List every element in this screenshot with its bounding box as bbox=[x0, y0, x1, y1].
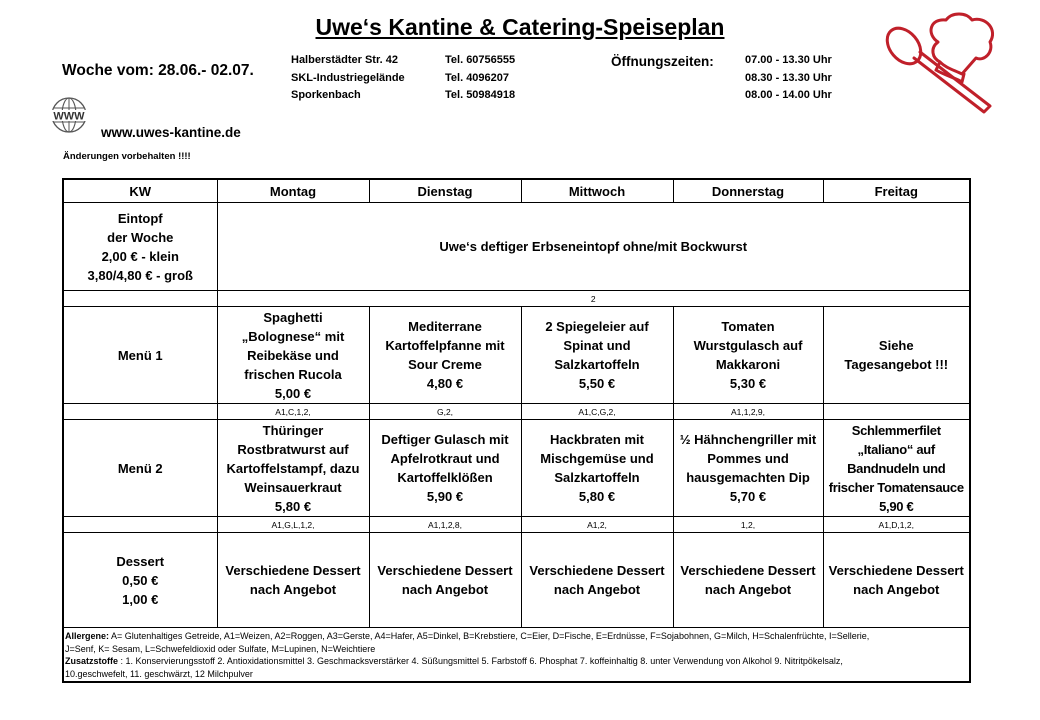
footer-row bbox=[63, 628, 970, 682]
menu2-friday: Schlemmerfilet „Italiano“ auf Bandnudeln und frischer Tomatensauce 5,90 € bbox=[823, 420, 970, 517]
allergen-cell: A1,1,2,8, bbox=[369, 517, 521, 533]
allergene-text: A= Glutenhaltiges Getreide, A1=Weizen, A2=Roggen, A3=Gerste, A4=Hafer, A5=Dinkel, B=Krebstiere, C=Eier, D=Fische, E=Erdnüsse, F=Sojabohnen, G=Milch, H=Schalenfrüchte, I=Sellerie, J=Senf, K= Sesam, L=Schwefeldioxid oder Sulfate, M=Lupinen, N=Weichtiere bbox=[65, 631, 870, 654]
page-title: Uwe‘s Kantine & Catering-Speiseplan bbox=[315, 14, 725, 40]
website-link[interactable]: www.uwes-kantine.de bbox=[101, 125, 241, 140]
eintopf-row bbox=[63, 203, 970, 291]
allergen-cell bbox=[63, 517, 217, 533]
allergen-cell: A1,C,1,2, bbox=[217, 404, 369, 420]
allergen-cell: A1,C,G,2, bbox=[521, 404, 673, 420]
eintopf-allergen-row bbox=[63, 291, 970, 307]
allergen-cell: A1,2, bbox=[521, 517, 673, 533]
allergen-cell bbox=[63, 404, 217, 420]
menu2-monday: Thüringer Rostbratwurst auf Kartoffelstampf, dazu Weinsauerkraut 5,80 € bbox=[217, 420, 369, 517]
address-line: Sporkenbach bbox=[291, 89, 361, 101]
menu1-label: Menü 1 bbox=[63, 307, 217, 404]
allergen-cell bbox=[63, 291, 217, 307]
footer-legend bbox=[63, 628, 970, 682]
eintopf-dish: Uwe‘s deftiger Erbseneintopf ohne/mit Bockwurst bbox=[217, 203, 970, 291]
menu2-thursday: ½ Hähnchengriller mit Pommes und hausgemachten Dip 5,70 € bbox=[673, 420, 823, 517]
header-row bbox=[63, 179, 970, 203]
column-header-wednesday: Mittwoch bbox=[521, 179, 673, 203]
menu1-wednesday: 2 Spiegeleier auf Spinat und Salzkartoffeln 5,50 € bbox=[521, 307, 673, 404]
phone-block bbox=[445, 52, 515, 105]
allergen-cell: A1,D,1,2, bbox=[823, 517, 970, 533]
menu2-tuesday: Deftiger Gulasch mit Apfelrotkraut und Kartoffelklößen 5,90 € bbox=[369, 420, 521, 517]
allergen-cell: 1,2, bbox=[673, 517, 823, 533]
menu1-friday: Siehe Tagesangebot !!! bbox=[823, 307, 970, 404]
column-header-thursday: Donnerstag bbox=[673, 179, 823, 203]
address-block bbox=[291, 52, 405, 105]
allergen-cell: A1,G,L,1,2, bbox=[217, 517, 369, 533]
menu2-wednesday: Hackbraten mit Mischgemüse und Salzkartoffeln 5,80 € bbox=[521, 420, 673, 517]
menu1-monday: Spaghetti „Bolognese“ mit Reibekäse und frischen Rucola 5,00 € bbox=[217, 307, 369, 404]
dessert-row bbox=[63, 533, 970, 628]
globe-icon bbox=[48, 94, 90, 136]
menu1-allergen-row bbox=[63, 404, 970, 420]
zusatzstoffe-label: Zusatzstoffe bbox=[65, 656, 119, 667]
menu1-thursday: Tomaten Wurstgulasch auf Makkaroni 5,30 € bbox=[673, 307, 823, 404]
allergen-cell: A1,1,2,9, bbox=[673, 404, 823, 420]
allergene-label: Allergene: bbox=[65, 631, 110, 641]
column-header-monday: Montag bbox=[217, 179, 369, 203]
phone-line: Tel. 60756555 bbox=[445, 54, 516, 66]
phone-line: Tel. 4096207 bbox=[445, 71, 510, 84]
address-line: SKL-Industriegelände bbox=[291, 71, 405, 84]
week-range: Woche vom: 28.06.- 02.07. bbox=[62, 62, 254, 79]
menu2-allergen-row bbox=[63, 517, 970, 533]
allergen-cell: 2 bbox=[217, 291, 970, 307]
menu1-row bbox=[63, 307, 970, 404]
hours-line: 08.30 - 13.30 Uhr bbox=[745, 71, 832, 84]
column-header-tuesday: Dienstag bbox=[369, 179, 521, 203]
column-header-friday: Freitag bbox=[823, 179, 970, 203]
address-line: Halberstädter Str. 42 bbox=[291, 54, 398, 66]
dessert-tuesday: Verschiedene Dessert nach Angebot bbox=[369, 533, 521, 628]
hours-line: 08.00 - 14.00 Uhr bbox=[745, 89, 832, 101]
menu2-row bbox=[63, 420, 970, 517]
changes-note: Änderungen vorbehalten !!!! bbox=[63, 151, 191, 162]
allergen-cell: G,2, bbox=[369, 404, 521, 420]
chef-hat-spoon-icon bbox=[866, 12, 1006, 120]
phone-line: Tel. 50984918 bbox=[445, 89, 516, 101]
menu1-tuesday: Mediterrane Kartoffelpfanne mit Sour Creme 4,80 € bbox=[369, 307, 521, 404]
opening-hours-block bbox=[745, 52, 832, 105]
dessert-monday: Verschiedene Dessert nach Angebot bbox=[217, 533, 369, 628]
dessert-wednesday: Verschiedene Dessert nach Angebot bbox=[521, 533, 673, 628]
dessert-thursday: Verschiedene Dessert nach Angebot bbox=[673, 533, 823, 628]
dessert-friday: Verschiedene Dessert nach Angebot bbox=[823, 533, 970, 628]
globe-label: WWW bbox=[53, 110, 85, 123]
opening-hours-label: Öffnungszeiten: bbox=[611, 54, 714, 69]
zusatzstoffe-text: : 1. Konservierungsstoff 2. Antioxidationsmittel 3. Geschmacksverstärker 4. Süßungsmittel 5. Farbstoff 6. Phosphat 7. koffeinhaltig 8. unter Verwendung von Alkohol 9. Nitritpökelsalz, 10.geschwefelt, 11. geschwärzt, 12 Milchpulver bbox=[65, 656, 843, 679]
column-header-kw: KW bbox=[63, 179, 217, 203]
menu-table bbox=[62, 178, 971, 683]
dessert-label: Dessert 0,50 € 1,00 € bbox=[63, 533, 217, 628]
hours-line: 07.00 - 13.30 Uhr bbox=[745, 54, 832, 66]
eintopf-label: Eintopf der Woche 2,00 € - klein 3,80/4,80 € - groß bbox=[63, 203, 217, 291]
menu2-label: Menü 2 bbox=[63, 420, 217, 517]
allergen-cell bbox=[823, 404, 970, 420]
